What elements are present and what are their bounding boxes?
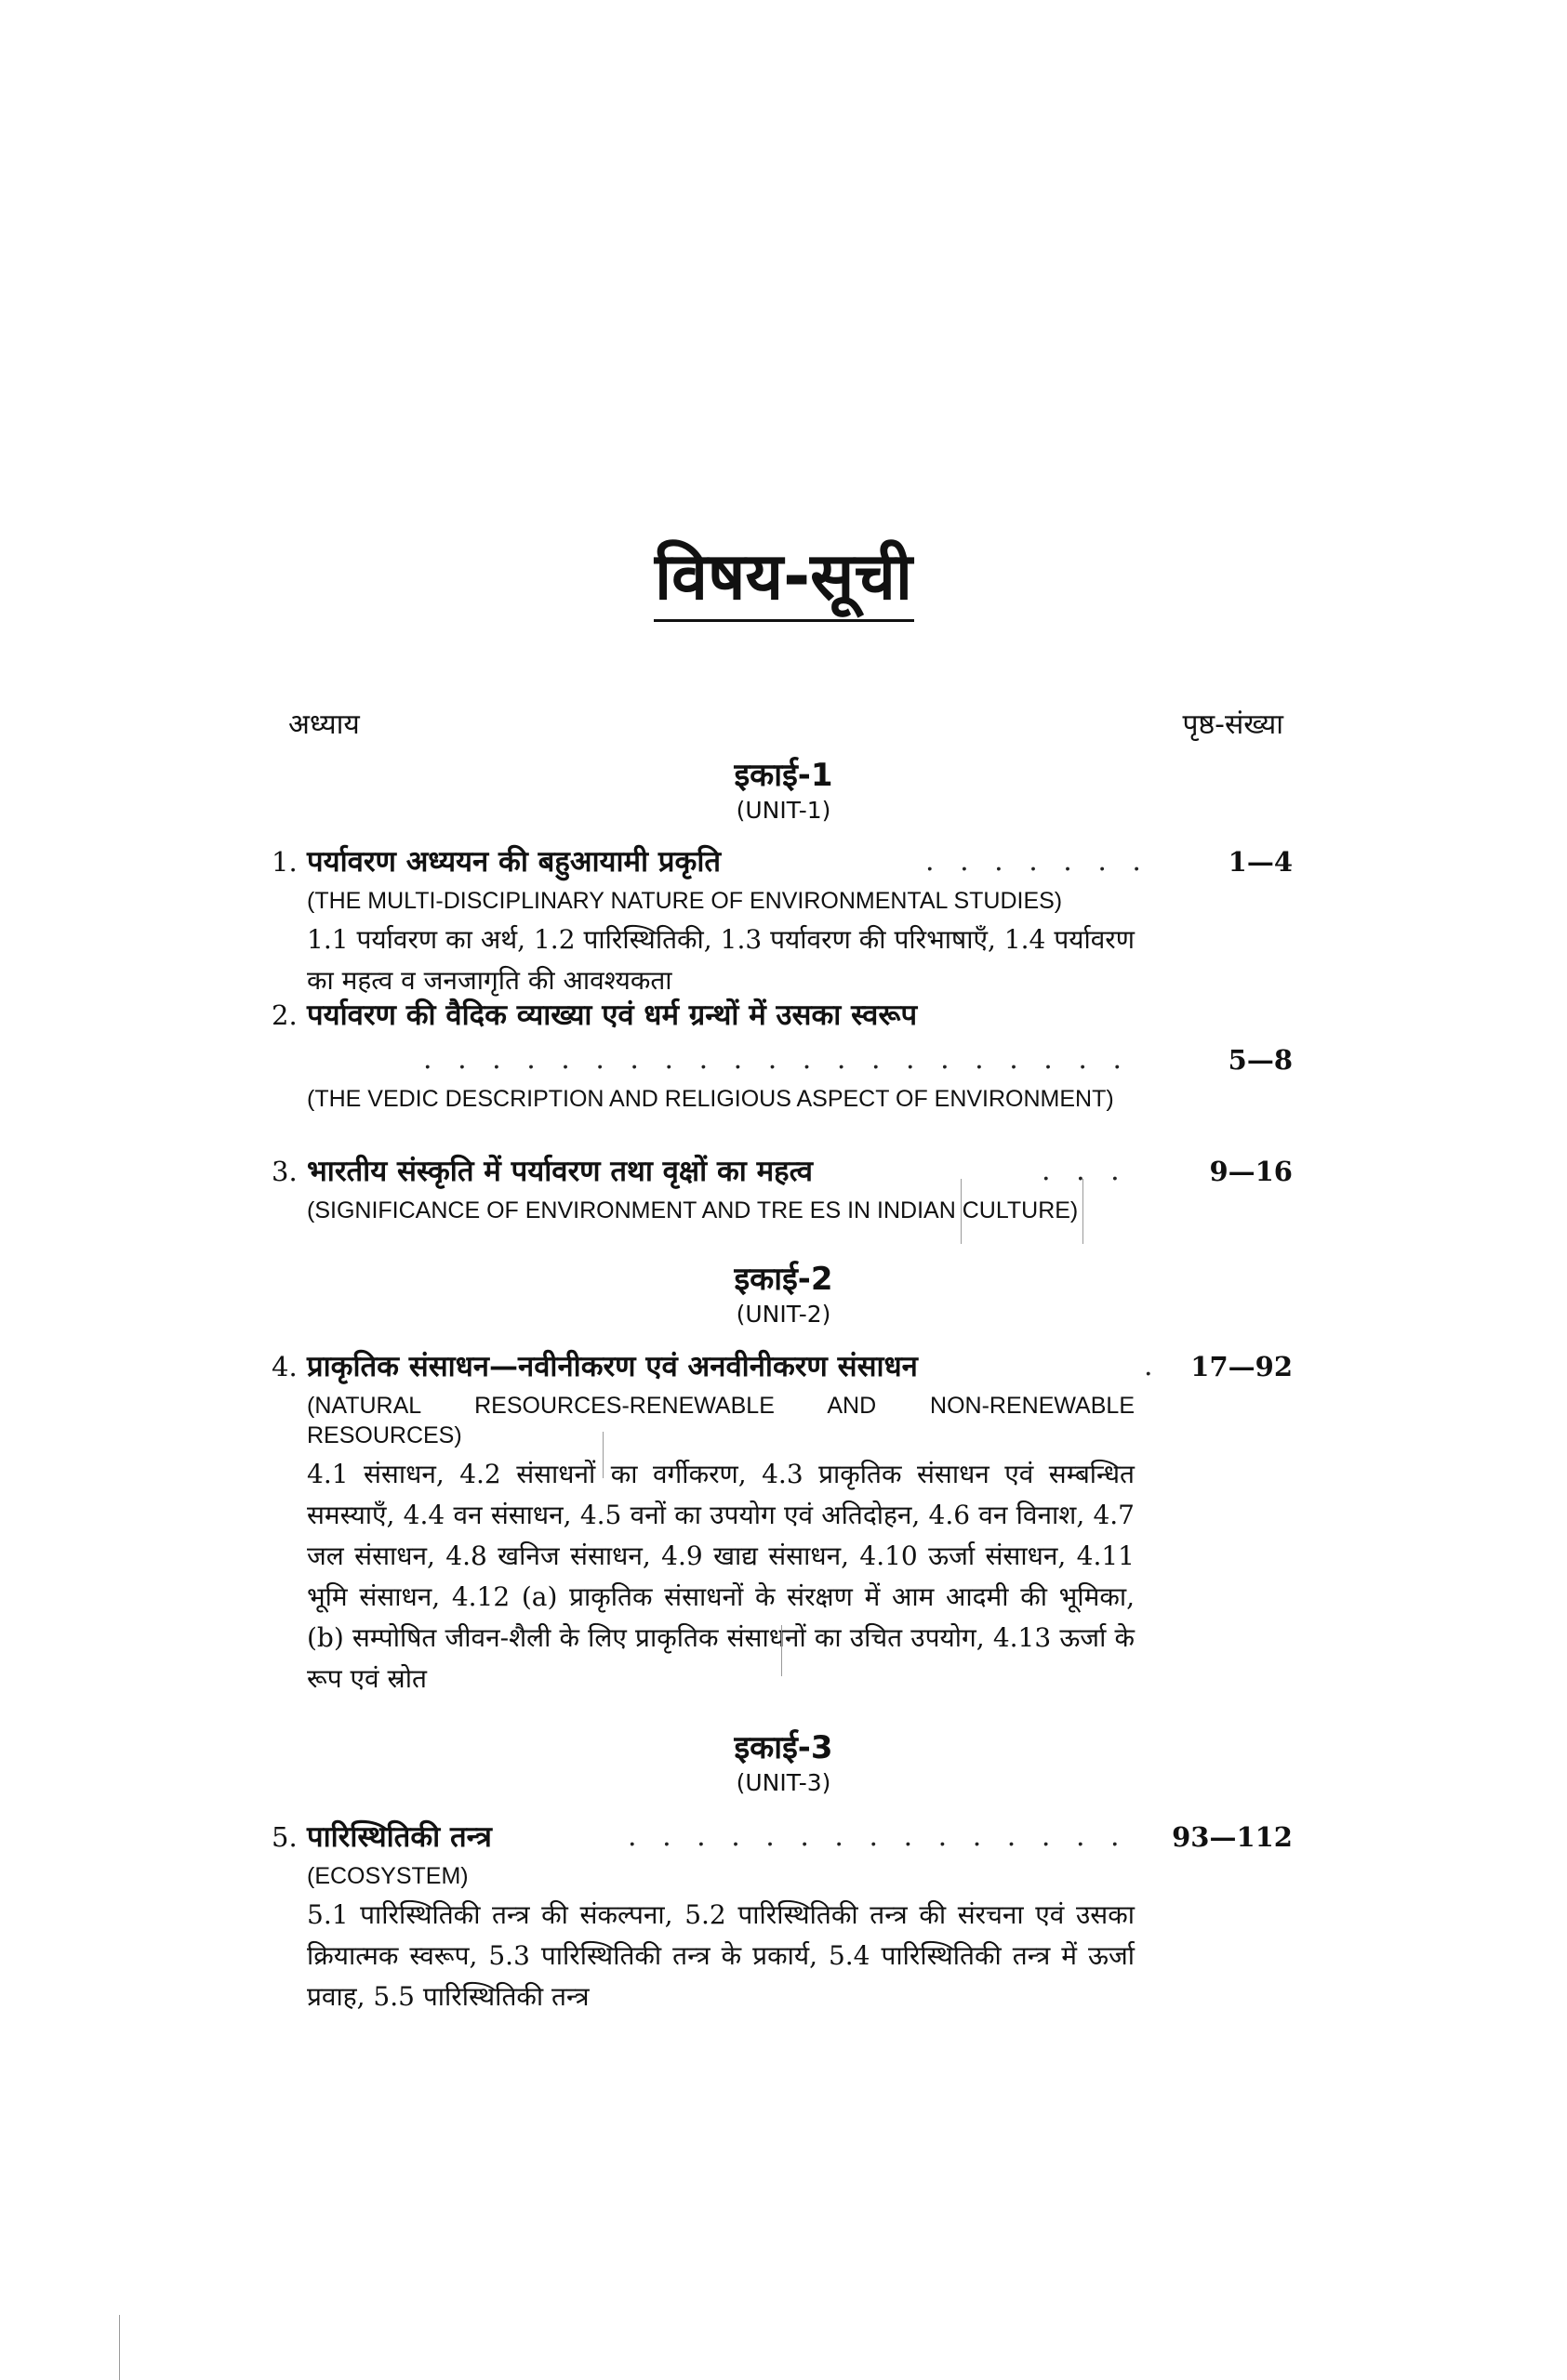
entry-1-title: पर्यावरण अध्ययन की बहुआयामी प्रकृति bbox=[307, 845, 722, 879]
entry-4-leader: . bbox=[1144, 1350, 1162, 1382]
entry-5-title: पारिस्थितिकी तन्त्र bbox=[307, 1820, 492, 1854]
unit-heading-2 bbox=[0, 1259, 1567, 1329]
scan-artifact-line bbox=[1082, 1179, 1083, 1244]
entry-1-pages: 1—4 bbox=[1228, 846, 1293, 878]
unit-3-hindi: इकाई-3 bbox=[734, 1729, 833, 1766]
entry-1-subtopics: 1.1 पर्यावरण का अर्थ, 1.2 पारिस्थितिकी, 1.3 पर्यावरण की परिभाषाएँ, 1.4 पर्यावरण का महत्व व जनजागृति की आवश्यकता bbox=[307, 924, 1135, 996]
entry-4-subtopics: 4.1 संसाधन, 4.2 संसाधनों का वर्गीकरण, 4.3 प्राकृतिक संसाधन एवं सम्बन्धित समस्याएँ, 4.4 वन संसाधन, 4.5 वनों का उपयोग एवं अतिदोहन, 4.6 वन विनाश, 4.7 जल संसाधन, 4.8 खनिज संसाधन, 4.9 खाद्य संसाधन, 4.10 ऊर्जा संसाधन, 4.11 भूमि संसाधन, 4.12 (a) प्राकृतिक संसाधनों के संरक्षण में आम आदमी की भूमिका, (b) सम्पोषित जीवन-शैली के लिए प्राकृतिक संसाधनों का उचित उपयोग, 4.13 ऊर्जा के रूप एवं स्रोत bbox=[307, 1459, 1135, 1694]
entry-2-leader: . . . . . . . . . . . . . . . . . . . . . bbox=[423, 1043, 1130, 1076]
unit-2-hindi: इकाई-2 bbox=[734, 1261, 833, 1298]
entry-3-pages: 9—16 bbox=[1209, 1156, 1293, 1187]
scan-artifact-line bbox=[119, 2315, 120, 2380]
toc-entry-2[interactable] bbox=[272, 993, 1293, 1114]
unit-1-hindi: इकाई-1 bbox=[734, 757, 833, 794]
entry-5-number: 5. bbox=[272, 1821, 298, 1853]
entry-4-english: (NATURAL RESOURCES-RENEWABLE AND NON-RENEWABLE RESOURCES) bbox=[307, 1393, 1135, 1448]
entry-5-subtopics: 5.1 पारिस्थितिकी तन्त्र की संकल्पना, 5.2 पारिस्थितिकी तन्त्र की संरचना एवं उसका क्रियात्मक स्वरूप, 5.3 पारिस्थितिकी तन्त्र के प्रकार्य, 5.4 पारिस्थितिकी तन्त्र में ऊर्जा प्रवाह, 5.5 पारिस्थितिकी तन्त्र bbox=[307, 1899, 1135, 2012]
entry-3-number: 3. bbox=[272, 1156, 298, 1187]
unit-1-english: (UNIT-1) bbox=[736, 797, 831, 824]
scan-artifact-line bbox=[961, 1179, 962, 1244]
scan-artifact-line bbox=[781, 1625, 782, 1676]
title-underline bbox=[654, 619, 914, 622]
scan-artifact-line bbox=[603, 1432, 604, 1478]
toc-entry-3[interactable] bbox=[272, 1149, 1293, 1225]
entry-5-english: (ECOSYSTEM) bbox=[307, 1863, 469, 1889]
entry-4-pages: 17—92 bbox=[1190, 1351, 1293, 1382]
toc-entry-4[interactable] bbox=[272, 1344, 1293, 1699]
entry-2-pages: 5—8 bbox=[1228, 1044, 1293, 1076]
entry-1-number: 1. bbox=[272, 846, 298, 878]
chapter-column-heading: अध्याय bbox=[288, 708, 360, 741]
entry-3-leader: . . . bbox=[1042, 1155, 1128, 1187]
unit-heading-1 bbox=[0, 755, 1567, 826]
entry-5-leader: . . . . . . . . . . . . . . . bbox=[628, 1820, 1128, 1853]
entry-4-title: प्राकृतिक संसाधन—नवीनीकरण एवं अनवीनीकरण संसाधन bbox=[307, 1350, 918, 1383]
toc-entry-1[interactable] bbox=[272, 840, 1293, 1001]
unit-3-english: (UNIT-3) bbox=[736, 1769, 831, 1796]
unit-2-english: (UNIT-2) bbox=[736, 1301, 831, 1328]
entry-5-pages: 93—112 bbox=[1172, 1821, 1293, 1853]
entry-3-english: (SIGNIFICANCE OF ENVIRONMENT AND TRE ES IN INDIAN CULTURE) bbox=[307, 1197, 1079, 1223]
page-title: विषय-सूची bbox=[654, 538, 913, 615]
toc-entry-5[interactable] bbox=[272, 1815, 1293, 2017]
entry-1-english: (THE MULTI-DISCIPLINARY NATURE OF ENVIRONMENTAL STUDIES) bbox=[307, 888, 1063, 914]
entry-2-number: 2. bbox=[272, 999, 298, 1031]
unit-heading-3 bbox=[0, 1727, 1567, 1798]
page-column-heading: पृष्ठ-संख्या bbox=[1182, 708, 1283, 741]
entry-2-title: पर्यावरण की वैदिक व्याख्या एवं धर्म ग्रन्थों में उसका स्वरूप bbox=[307, 998, 918, 1032]
entry-2-english: (THE VEDIC DESCRIPTION AND RELIGIOUS ASPECT OF ENVIRONMENT) bbox=[307, 1086, 1114, 1112]
entry-3-title: भारतीय संस्कृति में पर्यावरण तथा वृक्षों का महत्व bbox=[307, 1155, 814, 1188]
entry-1-leader: . . . . . . . bbox=[925, 845, 1149, 878]
entry-4-number: 4. bbox=[272, 1351, 298, 1382]
